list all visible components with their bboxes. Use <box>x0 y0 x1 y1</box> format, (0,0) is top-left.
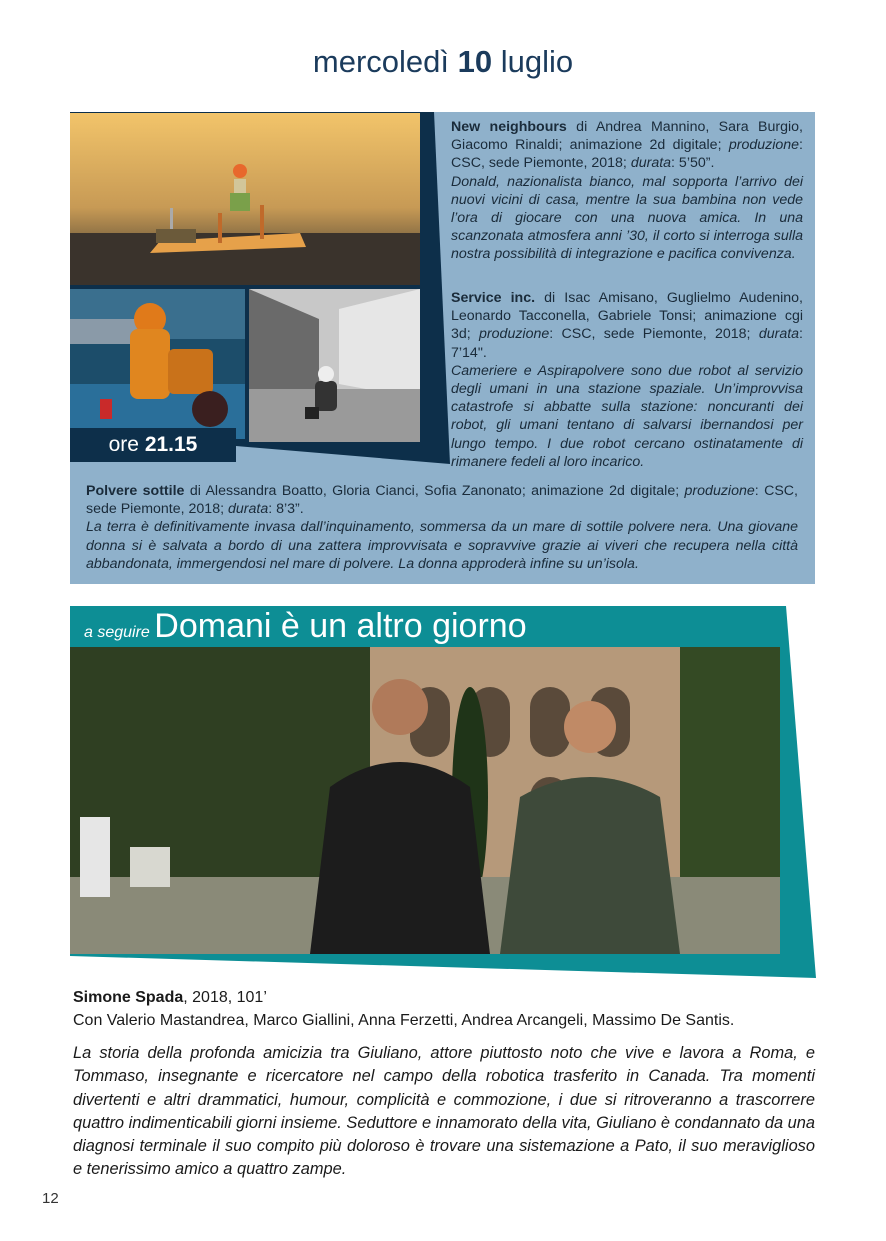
short-production: : CSC, sede Piemonte, 2018; <box>86 483 798 518</box>
showtime-prefix: ore <box>108 433 139 456</box>
title-month: luglio <box>500 44 574 79</box>
page-number: 12 <box>42 1190 59 1207</box>
short-title: New neighbours <box>451 119 567 135</box>
feature-heading <box>84 607 527 646</box>
short-service-inc <box>451 289 803 471</box>
short-duration: : 7’14". <box>451 326 803 361</box>
duration-label: durata <box>227 501 269 518</box>
duration-label: durata <box>630 155 672 172</box>
short-credits: di Isac Amisano, Guglielmo Audenino, Leonardo Tacconella, Gabriele Tonsi; animazione cgi 3d; <box>451 290 803 343</box>
short-polvere-sottile <box>86 482 798 573</box>
showtime-badge <box>70 428 236 462</box>
feature-prefix: a seguire <box>84 624 150 641</box>
feature-meta: , 2018, 101’ <box>183 989 267 1006</box>
feature-director: Simone Spada <box>73 989 184 1006</box>
short-production: : CSC, sede Piemonte, 2018; <box>549 326 759 343</box>
production-label: produzione <box>728 137 800 154</box>
short-duration: : 5’50”. <box>671 155 715 172</box>
short-synopsis: Donald, nazionalista bianco, mal sopporta l’arrivo dei nuovi vicini di casa, mentre la sua bambina non vede l’ora di giocare con una nuova amica. In una scanzonata atmosfera anni ’30, il corto si interroga sulla nostra possibilità di integrazione e pacifica convivenza. <box>451 173 803 263</box>
production-label: produzione <box>479 326 550 343</box>
short-production: : CSC, sede Piemonte, 2018; <box>451 137 803 172</box>
duration-label: durata <box>758 326 800 343</box>
feature-title: Domani è un altro giorno <box>154 607 527 645</box>
short-credits: di Alessandra Boatto, Gloria Cianci, Sofia Zanonato; animazione 2d digitale; <box>184 483 685 499</box>
still-city <box>249 289 420 442</box>
short-duration: : 8’3”. <box>268 501 304 518</box>
still-robot <box>70 289 245 439</box>
title-day: 10 <box>457 44 493 79</box>
showtime-time: 21.15 <box>144 433 198 456</box>
short-credits: di Andrea Mannino, Sara Burgio, Giacomo Rinaldi; animazione 2d digitale; <box>451 119 803 154</box>
short-synopsis: Cameriere e Aspirapolvere sono due robot al servizio degli umani in una stazione spaziale. Un’improvvisa catastrofe si abbatte sulla stazione: noncuranti dei robot, gli umani tentano di salvarsi ibernandosi per lungo tempo. I due robot cercano ostinatamente di rimanere fedeli al loro incarico. <box>451 362 803 470</box>
short-title: Polvere sottile <box>86 483 185 499</box>
production-label: produzione <box>684 483 755 499</box>
short-synopsis: La terra è definitivamente invasa dall’inquinamento, sommersa da un mare di sottile polvere nera. Una giovane donna si è salvata a bordo di una zattera improvvisata e sopravvive grazie ai viveri che recupera nella città abbandonata, immergendosi nel mare di polvere. La donna approderà infine su un’isola. <box>86 519 798 572</box>
page-title: mercoledì 10 luglio <box>312 44 574 79</box>
feature-synopsis: La storia della profonda amicizia tra Giuliano, attore piuttosto noto che vive e lavora a Roma, e Tommaso, insegnante e ricercatore nel campo della robotica trasferito in Canada. Tra momenti divertenti e altri drammatici, humour, complicità e commozione, i due si ritroveranno a trascorrere quattro indimenticabili giorni insieme. Seduttore e innamorato della vita, Giuliano è condannato da una diagnosi terminale il suo compito più doloroso è trovare una sistemazione a Pato, il suo meraviglioso e tenerissimo amico a quattro zampe. <box>73 1044 815 1179</box>
feature-director-line <box>73 986 734 1009</box>
feature-cast: Con Valerio Mastandrea, Marco Giallini, Anna Ferzetti, Andrea Arcangeli, Massimo De Santis. <box>73 1012 735 1029</box>
still-new-neighbours <box>70 113 420 285</box>
short-new-neighbours <box>451 118 803 264</box>
feature-credits <box>73 986 734 1032</box>
feature-still <box>70 647 780 954</box>
short-title: Service inc. <box>451 290 536 306</box>
